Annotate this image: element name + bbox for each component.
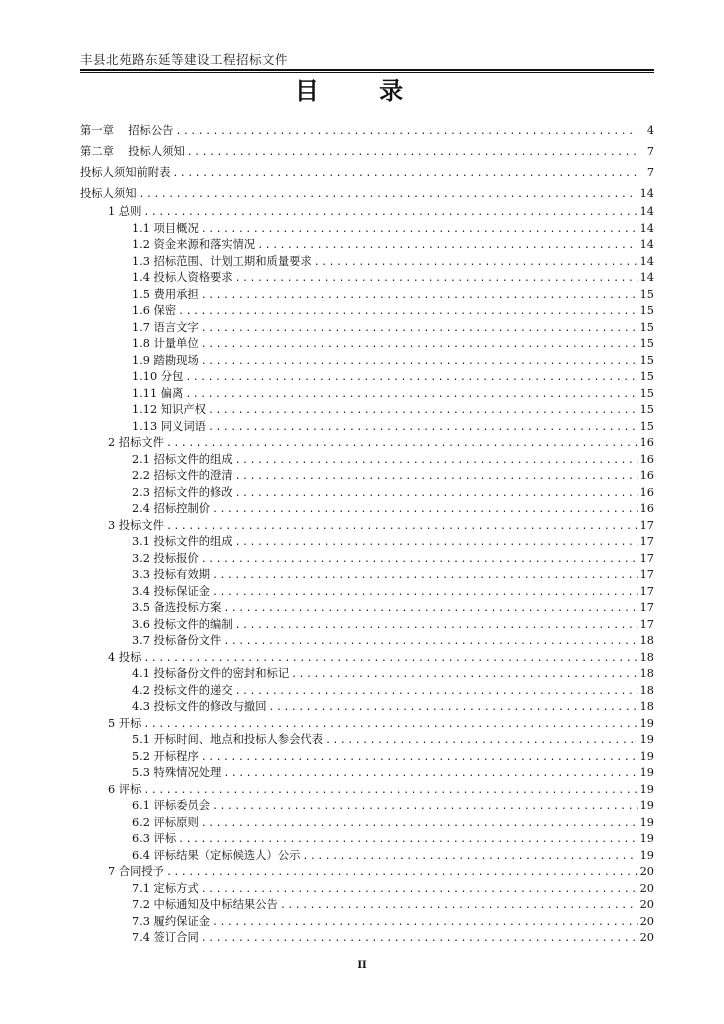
toc-entry[interactable] [80, 386, 654, 403]
table-of-contents [80, 120, 654, 947]
toc-entry[interactable] [80, 864, 654, 881]
toc-entry[interactable] [80, 162, 654, 183]
toc-entry-page: 15 [639, 403, 654, 416]
toc-dot-leader [201, 816, 638, 833]
toc-entry-label: 3.4 投标保证金 [132, 584, 211, 598]
header-rule-thin [80, 72, 654, 73]
toc-dot-leader [314, 255, 638, 272]
toc-entry-page: 19 [639, 733, 654, 746]
toc-entry[interactable] [80, 221, 654, 238]
toc-entry-page: 15 [639, 320, 654, 334]
toc-entry-page: 20 [639, 881, 654, 895]
toc-dot-leader [166, 436, 638, 453]
toc-entry-page: 17 [639, 617, 654, 631]
toc-dot-leader [235, 271, 638, 288]
toc-entry-page: 15 [639, 337, 654, 350]
toc-entry-page: 17 [639, 601, 654, 614]
toc-entry[interactable] [80, 749, 654, 766]
toc-entry[interactable] [80, 930, 654, 947]
toc-entry-label: 4 投标 [108, 650, 142, 664]
document-header: 丰县北苑路东延等建设工程招标文件 [80, 52, 289, 67]
toc-entry[interactable] [80, 402, 654, 419]
toc-entry-page: 18 [639, 683, 654, 697]
toc-entry[interactable] [80, 633, 654, 650]
toc-dot-leader [201, 288, 638, 305]
toc-entry-label: 1.13 同义词语 [132, 419, 206, 433]
toc-entry-page: 4 [646, 124, 654, 137]
toc-entry-label: 3.1 投标文件的组成 [132, 535, 233, 548]
toc-entry-label: 1.6 保密 [132, 304, 177, 317]
toc-dot-leader [235, 469, 638, 486]
toc-dot-leader [212, 915, 638, 932]
toc-entry-label: 1.10 分包 [132, 370, 184, 383]
toc-entry-label: 1.7 语言文字 [132, 320, 199, 334]
toc-entry-label: 1.11 偏离 [132, 386, 184, 400]
toc-dot-leader [172, 163, 638, 184]
toc-entry-label: 1.9 踏勘现场 [132, 353, 199, 367]
toc-entry-label: 6.2 评标原则 [132, 815, 199, 829]
toc-entry-label: 6.4 评标结果（定标候选人）公示 [132, 848, 301, 862]
toc-entry-label: 3.6 投标文件的编制 [132, 617, 233, 631]
toc-entry[interactable] [80, 600, 654, 617]
toc-entry-page: 19 [639, 782, 654, 796]
toc-entry[interactable] [80, 798, 654, 815]
toc-entry[interactable] [80, 518, 654, 535]
page-number: II [357, 960, 367, 971]
toc-entry-page: 19 [639, 848, 654, 862]
toc-entry[interactable] [80, 254, 654, 271]
toc-entry-label: 7 合同授予 [108, 865, 164, 878]
toc-entry-label: 投标人须知 [80, 187, 137, 200]
toc-entry[interactable] [80, 815, 654, 832]
toc-entry-label: 第一章 招标公告 [80, 124, 174, 137]
toc-entry-label: 1.12 知识产权 [132, 403, 206, 416]
toc-dot-leader [208, 403, 638, 420]
toc-entry[interactable] [80, 485, 654, 502]
toc-entry-label: 5.3 特殊情况处理 [132, 766, 222, 779]
toc-entry[interactable] [80, 831, 654, 848]
toc-dot-leader [175, 121, 638, 142]
toc-entry[interactable] [80, 848, 654, 865]
toc-entry[interactable] [80, 336, 654, 353]
toc-entry[interactable] [80, 468, 654, 485]
toc-entry-label: 1.2 资金来源和落实情况 [132, 238, 256, 251]
toc-entry-label: 6.1 评标委员会 [132, 799, 211, 812]
toc-dot-leader [223, 634, 637, 651]
toc-entry-page: 14 [639, 238, 654, 251]
toc-dot-leader [212, 799, 638, 816]
toc-entry-page: 15 [639, 419, 654, 433]
toc-entry[interactable] [80, 183, 654, 204]
toc-entry[interactable] [80, 270, 654, 287]
toc-dot-leader [235, 618, 638, 635]
toc-entry-label: 3.5 备选投标方案 [132, 601, 222, 614]
toc-entry[interactable] [80, 881, 654, 898]
toc-entry-page: 16 [639, 485, 654, 499]
toc-entry-label: 2.1 招标文件的组成 [132, 452, 233, 466]
toc-entry[interactable] [80, 551, 654, 568]
toc-entry-label: 5 开标 [108, 716, 142, 730]
toc-entry[interactable] [80, 501, 654, 518]
toc-entry-label: 4.2 投标文件的递交 [132, 683, 233, 697]
toc-entry[interactable] [80, 650, 654, 667]
toc-entry[interactable] [80, 435, 654, 452]
toc-entry-page: 14 [639, 221, 654, 235]
toc-entry[interactable] [80, 683, 654, 700]
toc-dot-leader [201, 931, 638, 948]
toc-dot-leader [223, 601, 637, 618]
toc-dot-leader [201, 750, 638, 767]
toc-entry-label: 5.1 开标时间、地点和投标人参会代表 [132, 733, 324, 746]
toc-dot-leader [185, 387, 637, 404]
toc-dot-leader [235, 535, 638, 552]
toc-entry-page: 17 [639, 518, 654, 532]
toc-entry[interactable] [80, 699, 654, 716]
toc-entry[interactable] [80, 765, 654, 782]
toc-entry-page: 14 [639, 271, 654, 284]
toc-dot-leader [208, 420, 638, 437]
toc-entry-page: 14 [639, 205, 654, 218]
header-rule [80, 69, 654, 71]
toc-entry-label: 1.5 费用承担 [132, 287, 199, 301]
toc-dot-leader [201, 552, 638, 569]
toc-dot-leader [223, 766, 637, 783]
toc-dot-leader [212, 568, 638, 585]
toc-entry-label: 7.4 签订合同 [132, 931, 199, 944]
toc-entry-label: 3.2 投标报价 [132, 551, 199, 565]
toc-entry-page: 17 [639, 535, 654, 548]
toc-entry-label: 1.8 计量单位 [132, 337, 199, 350]
toc-entry[interactable] [80, 732, 654, 749]
toc-entry-label: 2.2 招标文件的澄清 [132, 469, 233, 482]
toc-dot-leader [235, 453, 638, 470]
toc-dot-leader [201, 321, 638, 338]
toc-dot-leader [235, 486, 638, 503]
toc-entry-label: 1.4 投标人资格要求 [132, 271, 233, 284]
toc-entry-label: 3 投标文件 [108, 518, 164, 532]
toc-entry-label: 2 招标文件 [108, 436, 164, 449]
toc-dot-leader [166, 865, 638, 882]
toc-entry[interactable] [80, 419, 654, 436]
toc-entry-page: 20 [639, 931, 654, 944]
toc-entry-page: 20 [639, 865, 654, 878]
toc-entry-page: 17 [639, 568, 654, 581]
toc-entry-page: 20 [639, 898, 654, 911]
toc-dot-leader [269, 700, 638, 717]
toc-entry-page: 17 [639, 551, 654, 565]
page-title: 目 录 [294, 77, 430, 105]
toc-entry-page: 19 [639, 749, 654, 763]
toc-entry[interactable] [80, 914, 654, 931]
toc-entry-label: 2.3 招标文件的修改 [132, 485, 233, 499]
toc-entry-label: 7.1 定标方式 [132, 881, 199, 895]
toc-dot-leader [291, 667, 638, 684]
toc-entry-page: 7 [646, 145, 654, 158]
toc-entry-page: 14 [639, 187, 654, 200]
toc-dot-leader [201, 354, 638, 371]
toc-entry-label: 投标人须知前附表 [80, 166, 171, 179]
toc-entry-page: 19 [639, 799, 654, 812]
toc-dot-leader [143, 783, 637, 800]
toc-entry[interactable] [80, 584, 654, 601]
toc-entry-page: 15 [639, 386, 654, 400]
toc-entry-label: 2.4 招标控制价 [132, 502, 211, 515]
toc-entry[interactable] [80, 567, 654, 584]
toc-entry-label: 7.3 履约保证金 [132, 914, 211, 928]
toc-entry-label: 3.7 投标备份文件 [132, 634, 222, 647]
toc-entry-page: 18 [639, 667, 654, 680]
toc-entry[interactable] [80, 617, 654, 634]
toc-entry-page: 20 [639, 914, 654, 928]
toc-entry-label: 1 总则 [108, 205, 142, 218]
toc-entry[interactable] [80, 534, 654, 551]
toc-entry-page: 19 [639, 716, 654, 730]
toc-dot-leader [139, 184, 638, 205]
toc-dot-leader [201, 222, 638, 239]
toc-dot-leader [201, 337, 638, 354]
toc-entry[interactable] [80, 320, 654, 337]
toc-entry-label: 7.2 中标通知及中标结果公告 [132, 898, 278, 911]
toc-entry-page: 16 [639, 436, 654, 449]
toc-entry-page: 14 [639, 254, 654, 268]
toc-entry[interactable] [80, 666, 654, 683]
toc-entry[interactable] [80, 204, 654, 221]
toc-entry[interactable] [80, 897, 654, 914]
toc-entry-page: 18 [639, 634, 654, 647]
toc-dot-leader [178, 832, 637, 849]
toc-dot-leader [280, 898, 638, 915]
toc-entry-page: 16 [639, 452, 654, 466]
toc-entry-page: 19 [639, 766, 654, 779]
toc-entry-page: 15 [639, 370, 654, 383]
toc-entry-label: 4.1 投标备份文件的密封和标记 [132, 667, 290, 680]
toc-entry-page: 7 [646, 166, 654, 179]
toc-entry-page: 18 [639, 700, 654, 713]
toc-entry-label: 6 评标 [108, 782, 142, 796]
toc-entry-label: 5.2 开标程序 [132, 749, 199, 763]
toc-entry[interactable] [80, 716, 654, 733]
toc-entry-page: 17 [639, 584, 654, 598]
toc-entry[interactable] [80, 303, 654, 320]
toc-entry[interactable] [80, 287, 654, 304]
toc-entry[interactable] [80, 782, 654, 799]
toc-entry-page: 15 [639, 304, 654, 317]
toc-entry-label: 4.3 投标文件的修改与撤回 [132, 700, 267, 713]
toc-entry-page: 15 [639, 353, 654, 367]
toc-entry-label: 1.3 招标范围、计划工期和质量要求 [132, 254, 312, 268]
toc-dot-leader [178, 304, 637, 321]
toc-dot-leader [201, 882, 638, 899]
toc-entry-label: 3.3 投标有效期 [132, 568, 211, 581]
toc-entry[interactable] [80, 369, 654, 386]
toc-entry-page: 16 [639, 469, 654, 482]
toc-entry-label: 1.1 项目概况 [132, 221, 199, 235]
toc-dot-leader [302, 849, 637, 866]
toc-entry[interactable] [80, 237, 654, 254]
toc-entry[interactable] [80, 353, 654, 370]
toc-dot-leader [143, 717, 637, 734]
toc-dot-leader [143, 651, 637, 668]
toc-dot-leader [185, 370, 637, 387]
toc-entry-page: 19 [639, 832, 654, 845]
toc-entry[interactable] [80, 120, 654, 141]
toc-entry-page: 18 [639, 650, 654, 664]
toc-dot-leader [143, 205, 637, 222]
toc-dot-leader [187, 142, 638, 163]
toc-entry-page: 16 [639, 502, 654, 515]
toc-entry[interactable] [80, 141, 654, 162]
toc-entry-label: 6.3 评标 [132, 832, 177, 845]
toc-dot-leader [166, 519, 638, 536]
toc-dot-leader [212, 502, 638, 519]
toc-dot-leader [235, 684, 638, 701]
toc-dot-leader [212, 585, 638, 602]
toc-entry[interactable] [80, 452, 654, 469]
toc-entry-page: 19 [639, 815, 654, 829]
toc-dot-leader [325, 733, 638, 750]
toc-entry-label: 第二章 投标人须知 [80, 145, 185, 158]
toc-entry-page: 15 [639, 287, 654, 301]
toc-dot-leader [257, 238, 637, 255]
